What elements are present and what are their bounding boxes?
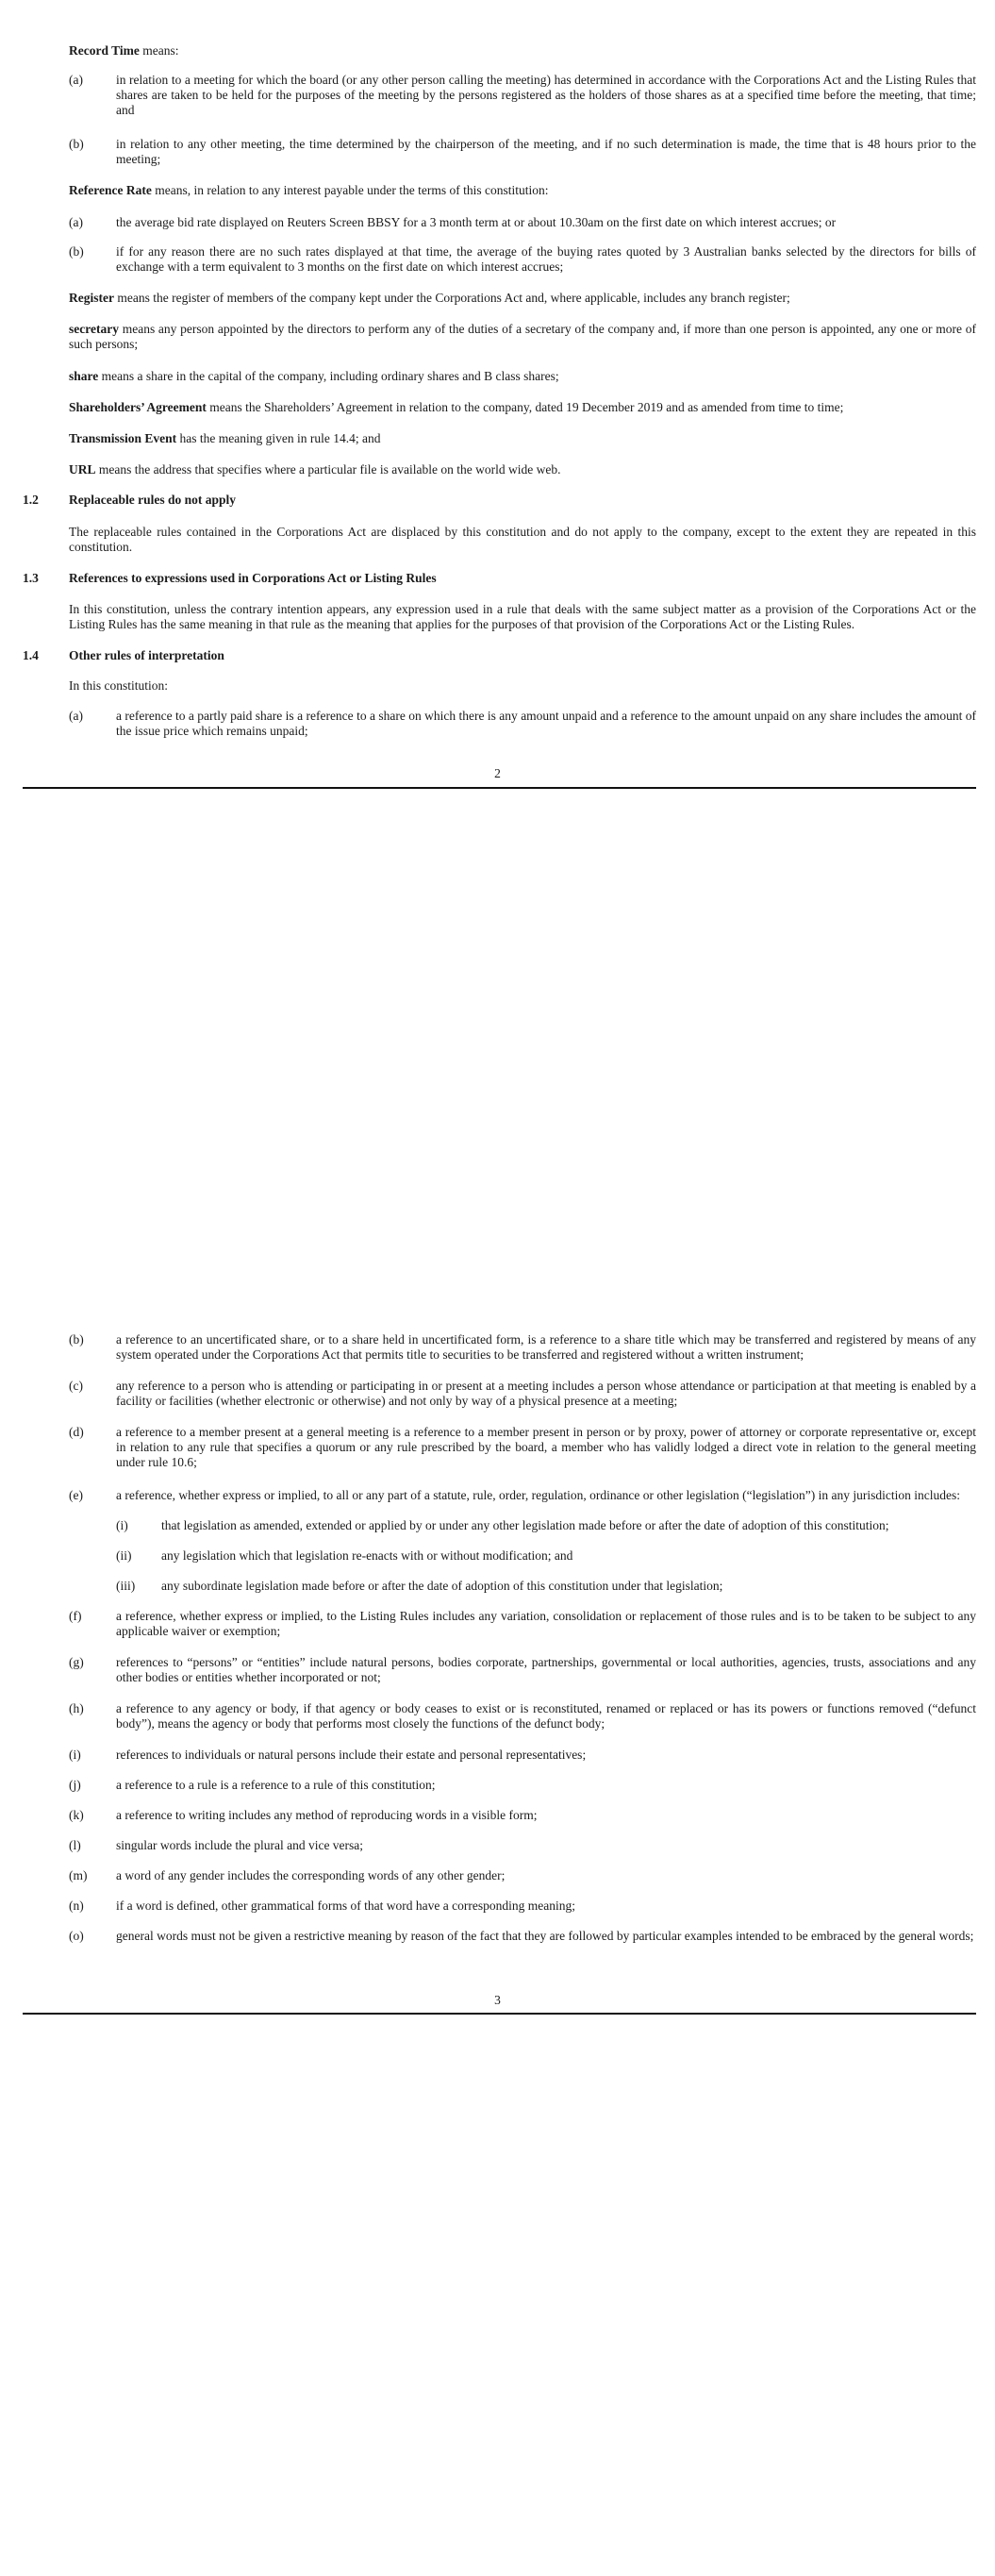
item-text: a reference to a member present at a general meeting is a reference to a member present in person or by proxy, power of attorney or corporate representative or, except in relation to any rule that specifies a quorum or any rule prescribed by the board, a member who has validly lodged a direct vote in relation to the general meeting under rule 10.6; [116, 1425, 976, 1469]
definition-text: means, in relation to any interest payable under the terms of this constitution: [151, 183, 549, 197]
defined-term: Transmission Event [69, 431, 177, 445]
page-divider [23, 787, 976, 789]
item-label: (a) [69, 215, 83, 229]
item-label: (j) [69, 1778, 81, 1792]
definition-register [69, 291, 976, 306]
section-title: Replaceable rules do not apply [69, 493, 237, 507]
item-text: that legislation as amended, extended or applied by or under any other legislation made before or after the date of adoption of this constitution; [161, 1518, 889, 1532]
item-label: (b) [69, 244, 84, 259]
item-text: a reference to an uncertificated share, or to a share held in uncertificated form, is a reference to a share title which may be transferred and registered by means of any system operated under the Corporations Act that permits title to securities to be transferred and registered without a written instrument; [116, 1332, 976, 1362]
item-label: (g) [69, 1655, 84, 1669]
definition-url [69, 462, 976, 477]
item-text: a reference to a rule is a reference to a rule of this constitution; [116, 1778, 436, 1792]
section-body: The replaceable rules contained in the Corporations Act are displaced by this constitution and do not apply to the company, except to the extent they are repeated in this constitution. [69, 525, 976, 554]
section-number: 1.2 [23, 493, 39, 507]
defined-term: Register [69, 291, 114, 305]
definition-text: means the address that specifies where a particular file is available on the world wide web. [95, 462, 561, 477]
item-text: references to “persons” or “entities” include natural persons, bodies corporate, partnerships, governmental or local authorities, agencies, trusts, associations and any other bodies or entities whether incorporated or not; [116, 1655, 976, 1684]
item-label: (k) [69, 1808, 84, 1822]
definition-record-time [69, 43, 976, 59]
item-text: general words must not be given a restrictive meaning by reason of the fact that they are followed by particular examples intended to be embraced by the general words; [116, 1929, 974, 1943]
item-label: (a) [69, 709, 83, 723]
section-title: Other rules of interpretation [69, 648, 224, 662]
document-page-3 [0, 1316, 995, 2033]
page-number: 3 [494, 1993, 501, 2007]
section-intro: In this constitution: [69, 678, 169, 693]
defined-term: share [69, 369, 99, 383]
definition-text: means the Shareholders’ Agreement in relation to the company, dated 19 December 2019 and as amended from time to time; [206, 400, 844, 414]
item-text: in relation to any other meeting, the time determined by the chairperson of the meeting, and if no such determination is made, the time that is 48 hours prior to the meeting; [116, 137, 976, 166]
item-text: a reference to writing includes any method of reproducing words in a visible form; [116, 1808, 538, 1822]
item-text: if for any reason there are no such rates displayed at that time, the average of the buying rates quoted by 3 Australian banks selected by the directors for bills of exchange with a term equivalent to 3 months on the first date on which interest accrues; [116, 244, 976, 274]
item-text: a reference to a partly paid share is a reference to a share on which there is any amount unpaid and a reference to the amount unpaid on any share includes the amount of the issue price which remains unpaid; [116, 709, 976, 738]
item-label: (c) [69, 1379, 83, 1393]
item-label: (ii) [116, 1548, 132, 1563]
page-number: 2 [494, 766, 501, 780]
definition-share [69, 369, 976, 384]
item-label: (b) [69, 1332, 84, 1347]
definition-reference-rate [69, 183, 976, 198]
item-text: any subordinate legislation made before or after the date of adoption of this constitution under that legislation; [161, 1579, 723, 1593]
item-text: any reference to a person who is attending or participating in or present at a meeting includes a person whose attendance or participation at that meeting is enabled by a facility or facilities (whether electronic or otherwise) and not only by way of a physical presence at a meeting; [116, 1379, 976, 1408]
definition-secretary [69, 322, 976, 352]
item-label: (b) [69, 137, 84, 151]
definition-text: means a share in the capital of the company, including ordinary shares and B class shares; [98, 369, 559, 383]
item-label: (f) [69, 1609, 82, 1623]
item-text: a reference, whether express or implied, to the Listing Rules includes any variation, consolidation or replacement of those rules and is to be taken to be subject to any applicable waiver or exemption; [116, 1609, 976, 1638]
definition-text: has the meaning given in rule 14.4; and [176, 431, 381, 445]
defined-term: Record Time [69, 43, 140, 58]
item-label: (i) [69, 1748, 81, 1762]
item-label: (iii) [116, 1579, 136, 1593]
section-number: 1.3 [23, 571, 39, 585]
item-label: (m) [69, 1868, 88, 1882]
item-text: a reference to any agency or body, if that agency or body ceases to exist or is reconstituted, renamed or replaced or has its powers or functions removed (“defunct body”), means the agency or body that performs most closely the functions of the defunct body; [116, 1701, 976, 1731]
page-divider [23, 2013, 976, 2015]
item-text: a reference, whether express or implied, to all or any part of a statute, rule, order, regulation, ordinance or other legislation (“legislation”) in any jurisdiction includes: [116, 1488, 961, 1502]
item-label: (a) [69, 73, 83, 87]
section-title: References to expressions used in Corporations Act or Listing Rules [69, 571, 437, 585]
item-text: singular words include the plural and vice versa; [116, 1838, 364, 1852]
definition-text: means: [139, 43, 179, 58]
item-label: (o) [69, 1929, 84, 1943]
defined-term: Reference Rate [69, 183, 152, 197]
item-label: (e) [69, 1488, 83, 1502]
item-label: (n) [69, 1899, 84, 1913]
defined-term: Shareholders’ Agreement [69, 400, 207, 414]
section-number: 1.4 [23, 648, 39, 662]
defined-term: URL [69, 462, 96, 477]
item-label: (l) [69, 1838, 81, 1852]
item-text: references to individuals or natural persons include their estate and personal representatives; [116, 1748, 587, 1762]
item-text: any legislation which that legislation re-enacts with or without modification; and [161, 1548, 573, 1563]
definition-shareholders-agreement [69, 400, 976, 415]
section-body: In this constitution, unless the contrary intention appears, any expression used in a rule that deals with the same subject matter as a provision of the Corporations Act or the Listing Rules has the same meaning in that rule as the meaning that applies for the purposes of that provision of the Corporations Act or the Listing Rules. [69, 602, 976, 631]
item-text: if a word is defined, other grammatical forms of that word have a corresponding meaning; [116, 1899, 575, 1913]
item-text: in relation to a meeting for which the board (or any other person calling the meeting) has determined in accordance with the Corporations Act and the Listing Rules that shares are taken to be held for the purposes of the meeting by the persons registered as the holders of those shares as at a specified time before the meeting, that time; and [116, 73, 976, 117]
item-label: (i) [116, 1518, 128, 1532]
definition-text: means any person appointed by the directors to perform any of the duties of a secretary of the company and, if more than one person is appointed, any one or more of such persons; [69, 322, 976, 351]
definition-transmission-event [69, 431, 976, 446]
item-text: the average bid rate displayed on Reuters Screen BBSY for a 3 month term at or about 10.30am on the first date on which interest accrues; or [116, 215, 837, 229]
item-label: (d) [69, 1425, 84, 1439]
document-page-2 [0, 0, 995, 802]
defined-term: secretary [69, 322, 119, 336]
item-text: a word of any gender includes the corresponding words of any other gender; [116, 1868, 506, 1882]
definition-text: means the register of members of the company kept under the Corporations Act and, where applicable, includes any branch register; [113, 291, 790, 305]
item-label: (h) [69, 1701, 84, 1715]
